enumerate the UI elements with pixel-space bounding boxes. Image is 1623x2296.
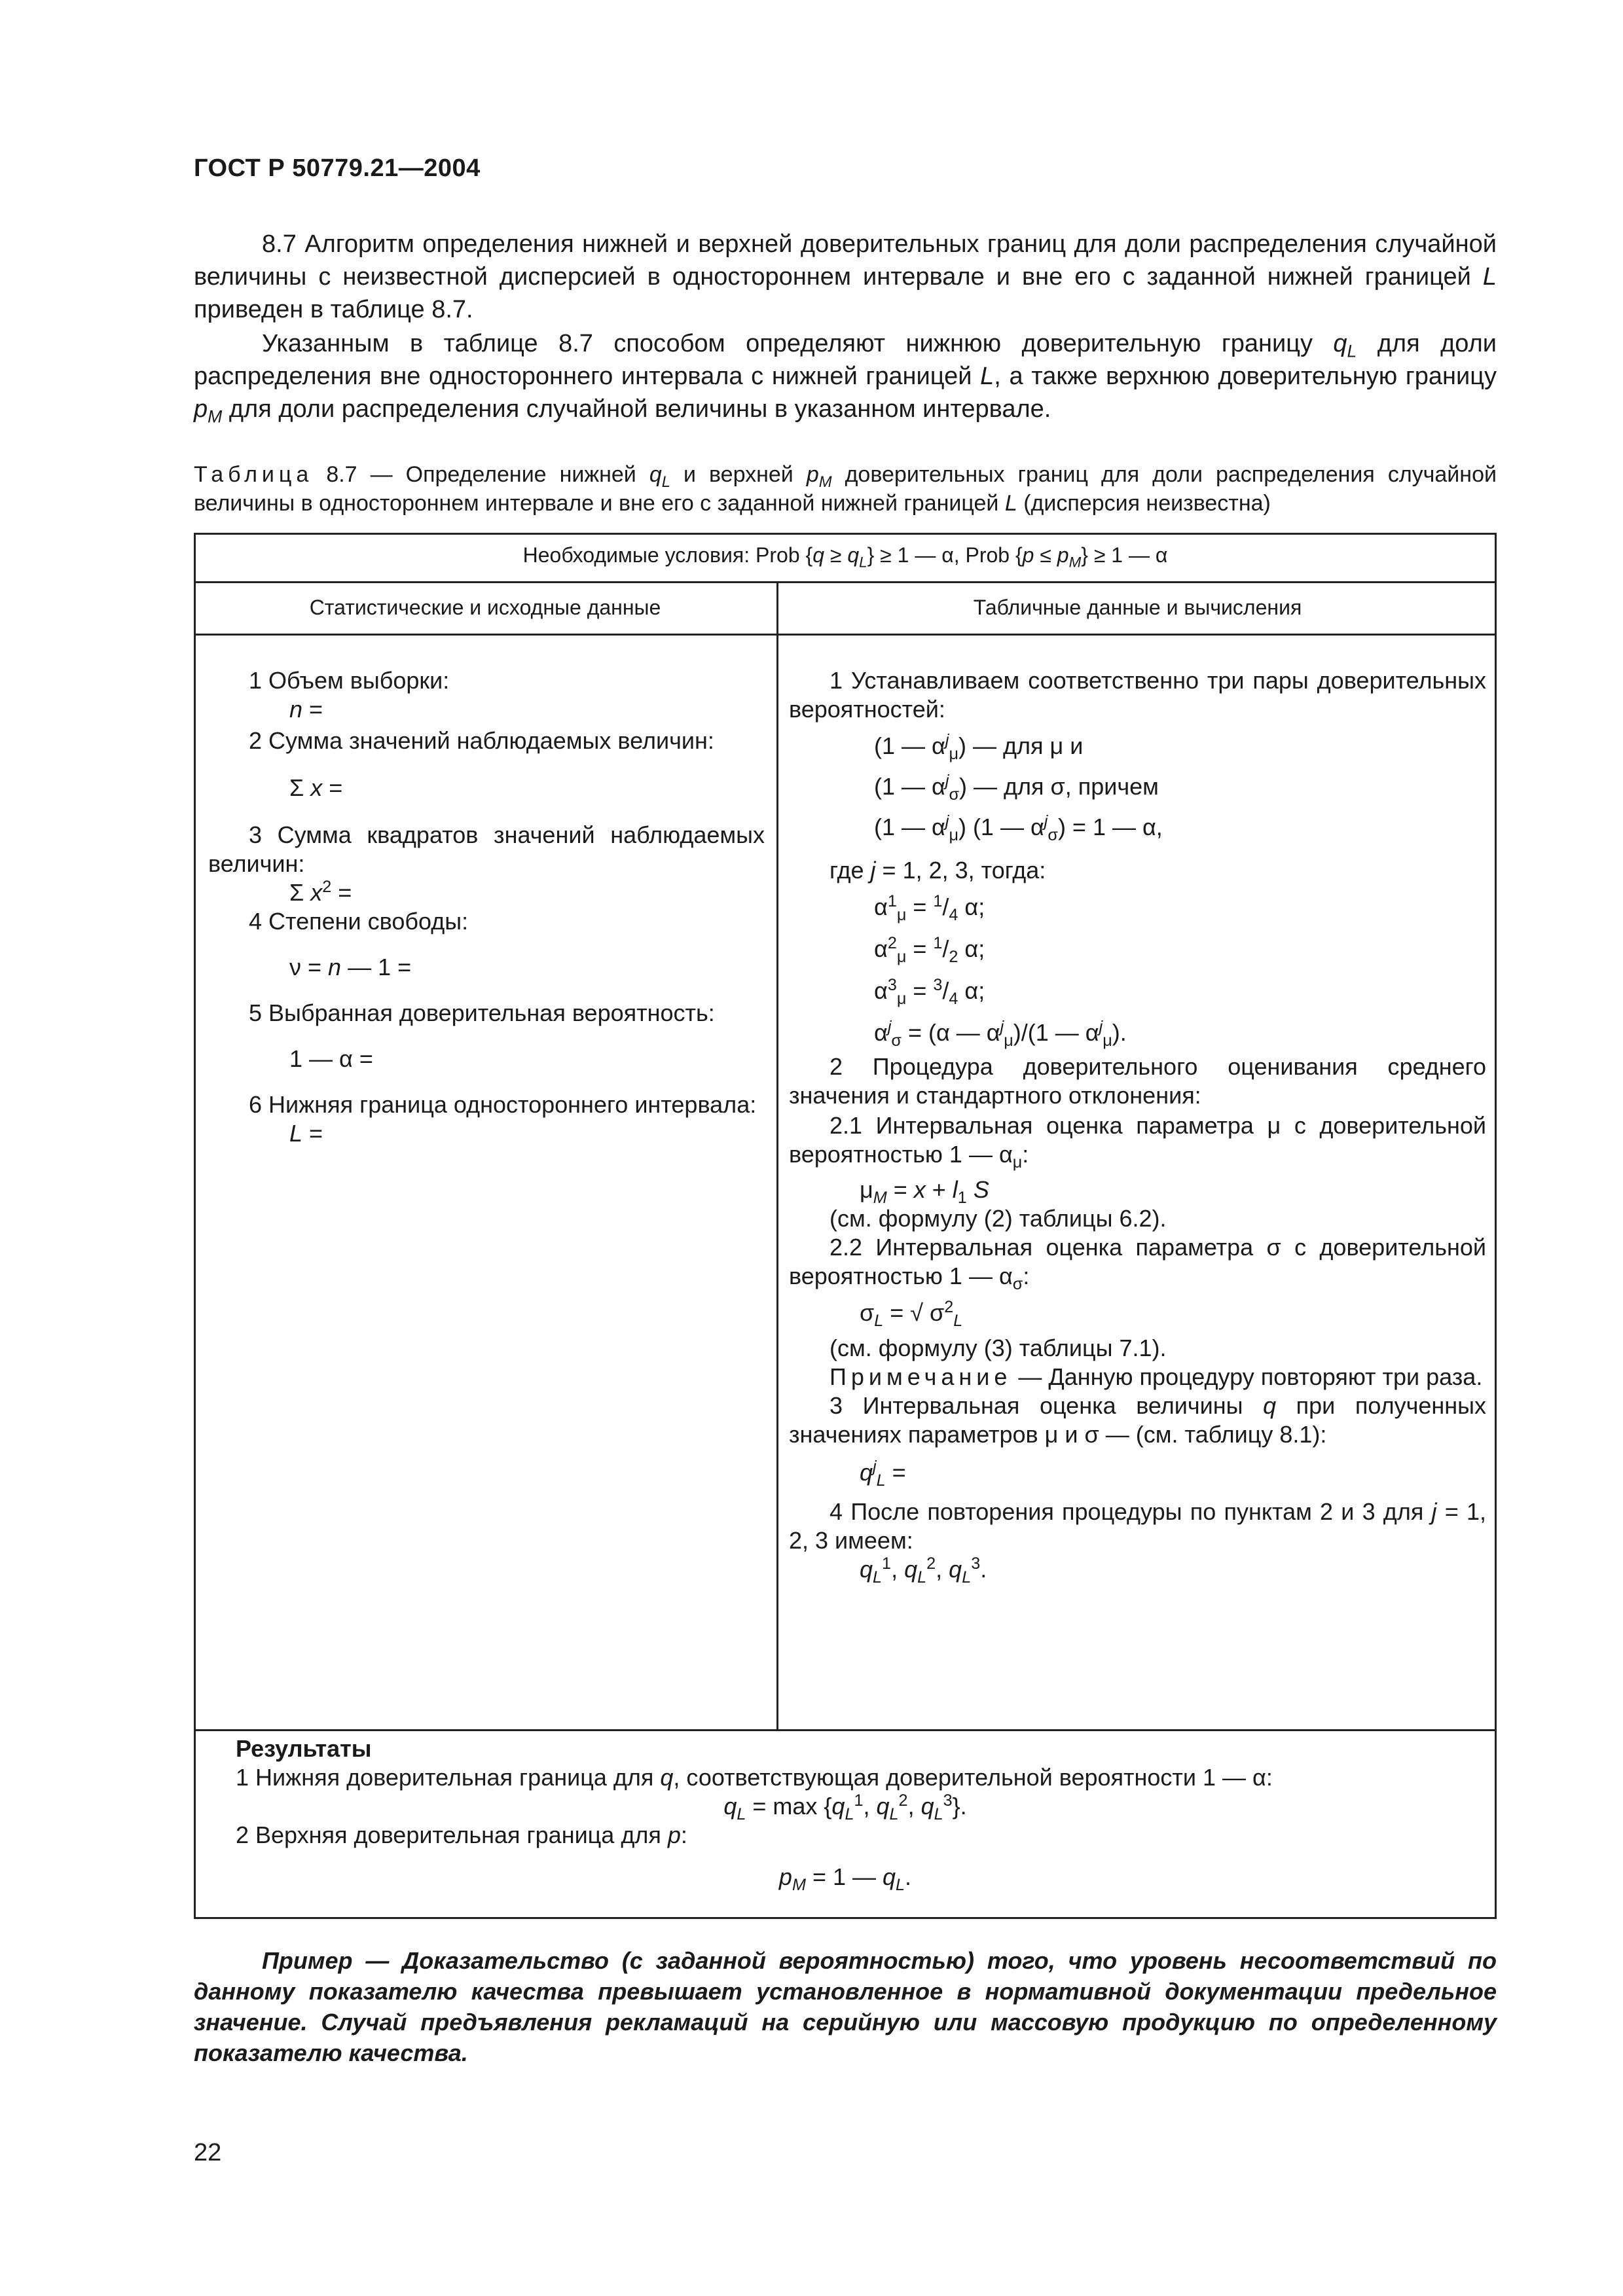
right-step-2-2: 2.2 Интервальная оценка параметра σ с доверительной вероятностью 1 — $\alpha_\sigma$: [789, 1234, 1486, 1294]
right-step-2-1: 2.1 Интервальная оценка параметра μ с доверительной вероятностью 1 — $\alpha_\mu$: [789, 1112, 1486, 1172]
left-item-1: 1 Объем выборки: [249, 667, 450, 694]
table-caption-text: 8.7 — Определение нижней $q_L$ и верхней $p_M$ доверительных границ для доли распределения случайной величины в одностороннем интервале и вне его с заданной нижней границей L (дисперсия неизвестна) [194, 462, 1497, 516]
intro-p1-text: 8.7 Алгоритм определения нижней и верхней доверительных границ для доли распределения случайной величины с неизвестной дисперсией в одностороннем интервале и вне его с заданной нижней границей L приведен в таблице 8.7. [194, 230, 1497, 323]
left-item-4-value: ν = n — 1 = [289, 954, 412, 980]
example-text: Пример — Доказательство (с заданной вероятностью) того, что уровень несоответствий по данному показателю качества превышает установленное в нормативной документации предельное значение. Случай предъявления рекламаций на серийную или массовую продукцию по определенному показателю качества. [194, 1947, 1497, 2066]
table-divider [194, 1729, 1497, 1731]
right-step-2-2-formula: $\sigma_L$ = √ $\sigma^2_L$ [860, 1298, 963, 1331]
right-step-1-c: (1 — $\alpha^j_\mu$) (1 — $\alpha^j_\sigma) = 1$ — α, [874, 812, 1163, 845]
right-step-1-b: (1 — $\alpha^j_\sigma$) — для σ, причем [874, 772, 1159, 804]
right-formula-2: $\alpha^2_\mu = ^1/_2$ α; [874, 934, 985, 967]
right-step-4: 4 После повторения процедуры по пунктам 2 и 3 для j = 1, 2, 3 имеем: [789, 1498, 1486, 1554]
intro-paragraph-1 [194, 228, 1497, 326]
left-item-3-value: Σ $x^2$ = [289, 878, 352, 906]
results-item-2: 2 Верхняя доверительная граница для p: [236, 1821, 687, 1848]
right-note [789, 1363, 1486, 1391]
right-step-3-formula: $q^j_L$ = [860, 1458, 906, 1490]
page-number: 22 [194, 2139, 222, 2166]
results-item-1: 1 Нижняя доверительная граница для q, соответствующая доверительной вероятности 1 — α: [236, 1764, 1273, 1791]
right-note-text: — Данную процедуру повторяют три раза. [1018, 1363, 1483, 1390]
table-column-divider [776, 581, 778, 1729]
right-step-3: 3 Интервальная оценка величины q при полученных значениях параметров μ и σ — (см. таблицу 8.1): [789, 1392, 1486, 1448]
standard-number: ГОСТ Р 50779.21—2004 [194, 154, 481, 182]
right-formula-3: $\alpha^3_\mu = ^3/_4$ α; [874, 976, 985, 1009]
table-results [194, 1734, 1497, 1895]
example-paragraph [194, 1945, 1497, 2068]
right-step-4-formula: $q_L^1$, $q_L^2$, $q_L^3$. [860, 1554, 987, 1587]
left-item-5-value: 1 — α = [289, 1045, 373, 1072]
left-item-3: 3 Сумма квадратов значений наблюдаемых величин: [208, 821, 765, 877]
right-step-1: 1 Устанавливаем соответственно три пары доверительных вероятностей: [789, 667, 1486, 723]
right-step-2: 2 Процедура доверительного оценивания среднего значения и стандартного отклонения: [789, 1053, 1486, 1109]
table-left-column [208, 666, 765, 1148]
table-divider [194, 581, 1497, 583]
right-step-2-1-ref: (см. формулу (2) таблицы 6.2). [830, 1205, 1167, 1232]
right-formula-1: $\alpha^1_\mu = ^1/_4$ α; [874, 892, 985, 925]
table-col-header-right: Табличные данные и вычисления [973, 596, 1302, 619]
intro-p2-text: Указанным в таблице 8.7 способом определяют нижнюю доверительную границу $q_L$ для доли распределения вне одностороннего интервала с нижней границей L, а также верхнюю доверительную границу $p_M$ для доли распределения случайной величины в указанном интервале. [194, 330, 1497, 427]
left-item-2-value: Σ x = [289, 774, 343, 801]
table-conditions: Необходимые условия: Prob $\{q \ge q_L\} \ge 1$ — α, Prob $\{p \le p_M\} \ge 1$ — α [522, 543, 1168, 571]
right-step-2-1-formula: $\mu_M = x + l_1$ S [860, 1176, 989, 1208]
table-caption-label: Таблица [194, 462, 314, 487]
results-title: Результаты [236, 1735, 372, 1762]
left-item-2: 2 Сумма значений наблюдаемых величин: [249, 727, 714, 754]
left-item-4: 4 Степени свободы: [249, 908, 469, 935]
left-item-6: 6 Нижняя граница одностороннего интервала: [249, 1091, 757, 1118]
right-step-1-a: (1 — $\alpha^j_\mu$) — для μ и [874, 731, 1084, 764]
left-item-6-value: L = [289, 1120, 323, 1147]
intro-paragraph-2 [194, 327, 1497, 425]
results-item-1-formula: $q_L = \max \{q_L^1$, $q_L^2$, $q_L^3$}. [723, 1791, 967, 1824]
left-item-5: 5 Выбранная доверительная вероятность: [249, 999, 715, 1026]
table-divider [194, 634, 1497, 636]
left-item-1-value: n = [289, 696, 323, 723]
right-step-1-where: где j = 1, 2, 3, тогда: [830, 857, 1046, 884]
results-item-2-formula: $p_M = 1$ — $q_L$. [778, 1863, 912, 1895]
table-caption [194, 460, 1497, 518]
right-step-2-2-ref: (см. формулу (3) таблицы 7.1). [830, 1335, 1167, 1361]
right-note-label: Примечание [830, 1363, 1012, 1390]
table-col-header-left: Статистические и исходные данные [309, 596, 661, 619]
table-right-column [789, 666, 1486, 1587]
right-formula-4: $\alpha^j_\sigma = (\alpha$ — $\alpha^j_\mu)/(1$ — $\alpha^j_\mu$). [874, 1018, 1127, 1050]
